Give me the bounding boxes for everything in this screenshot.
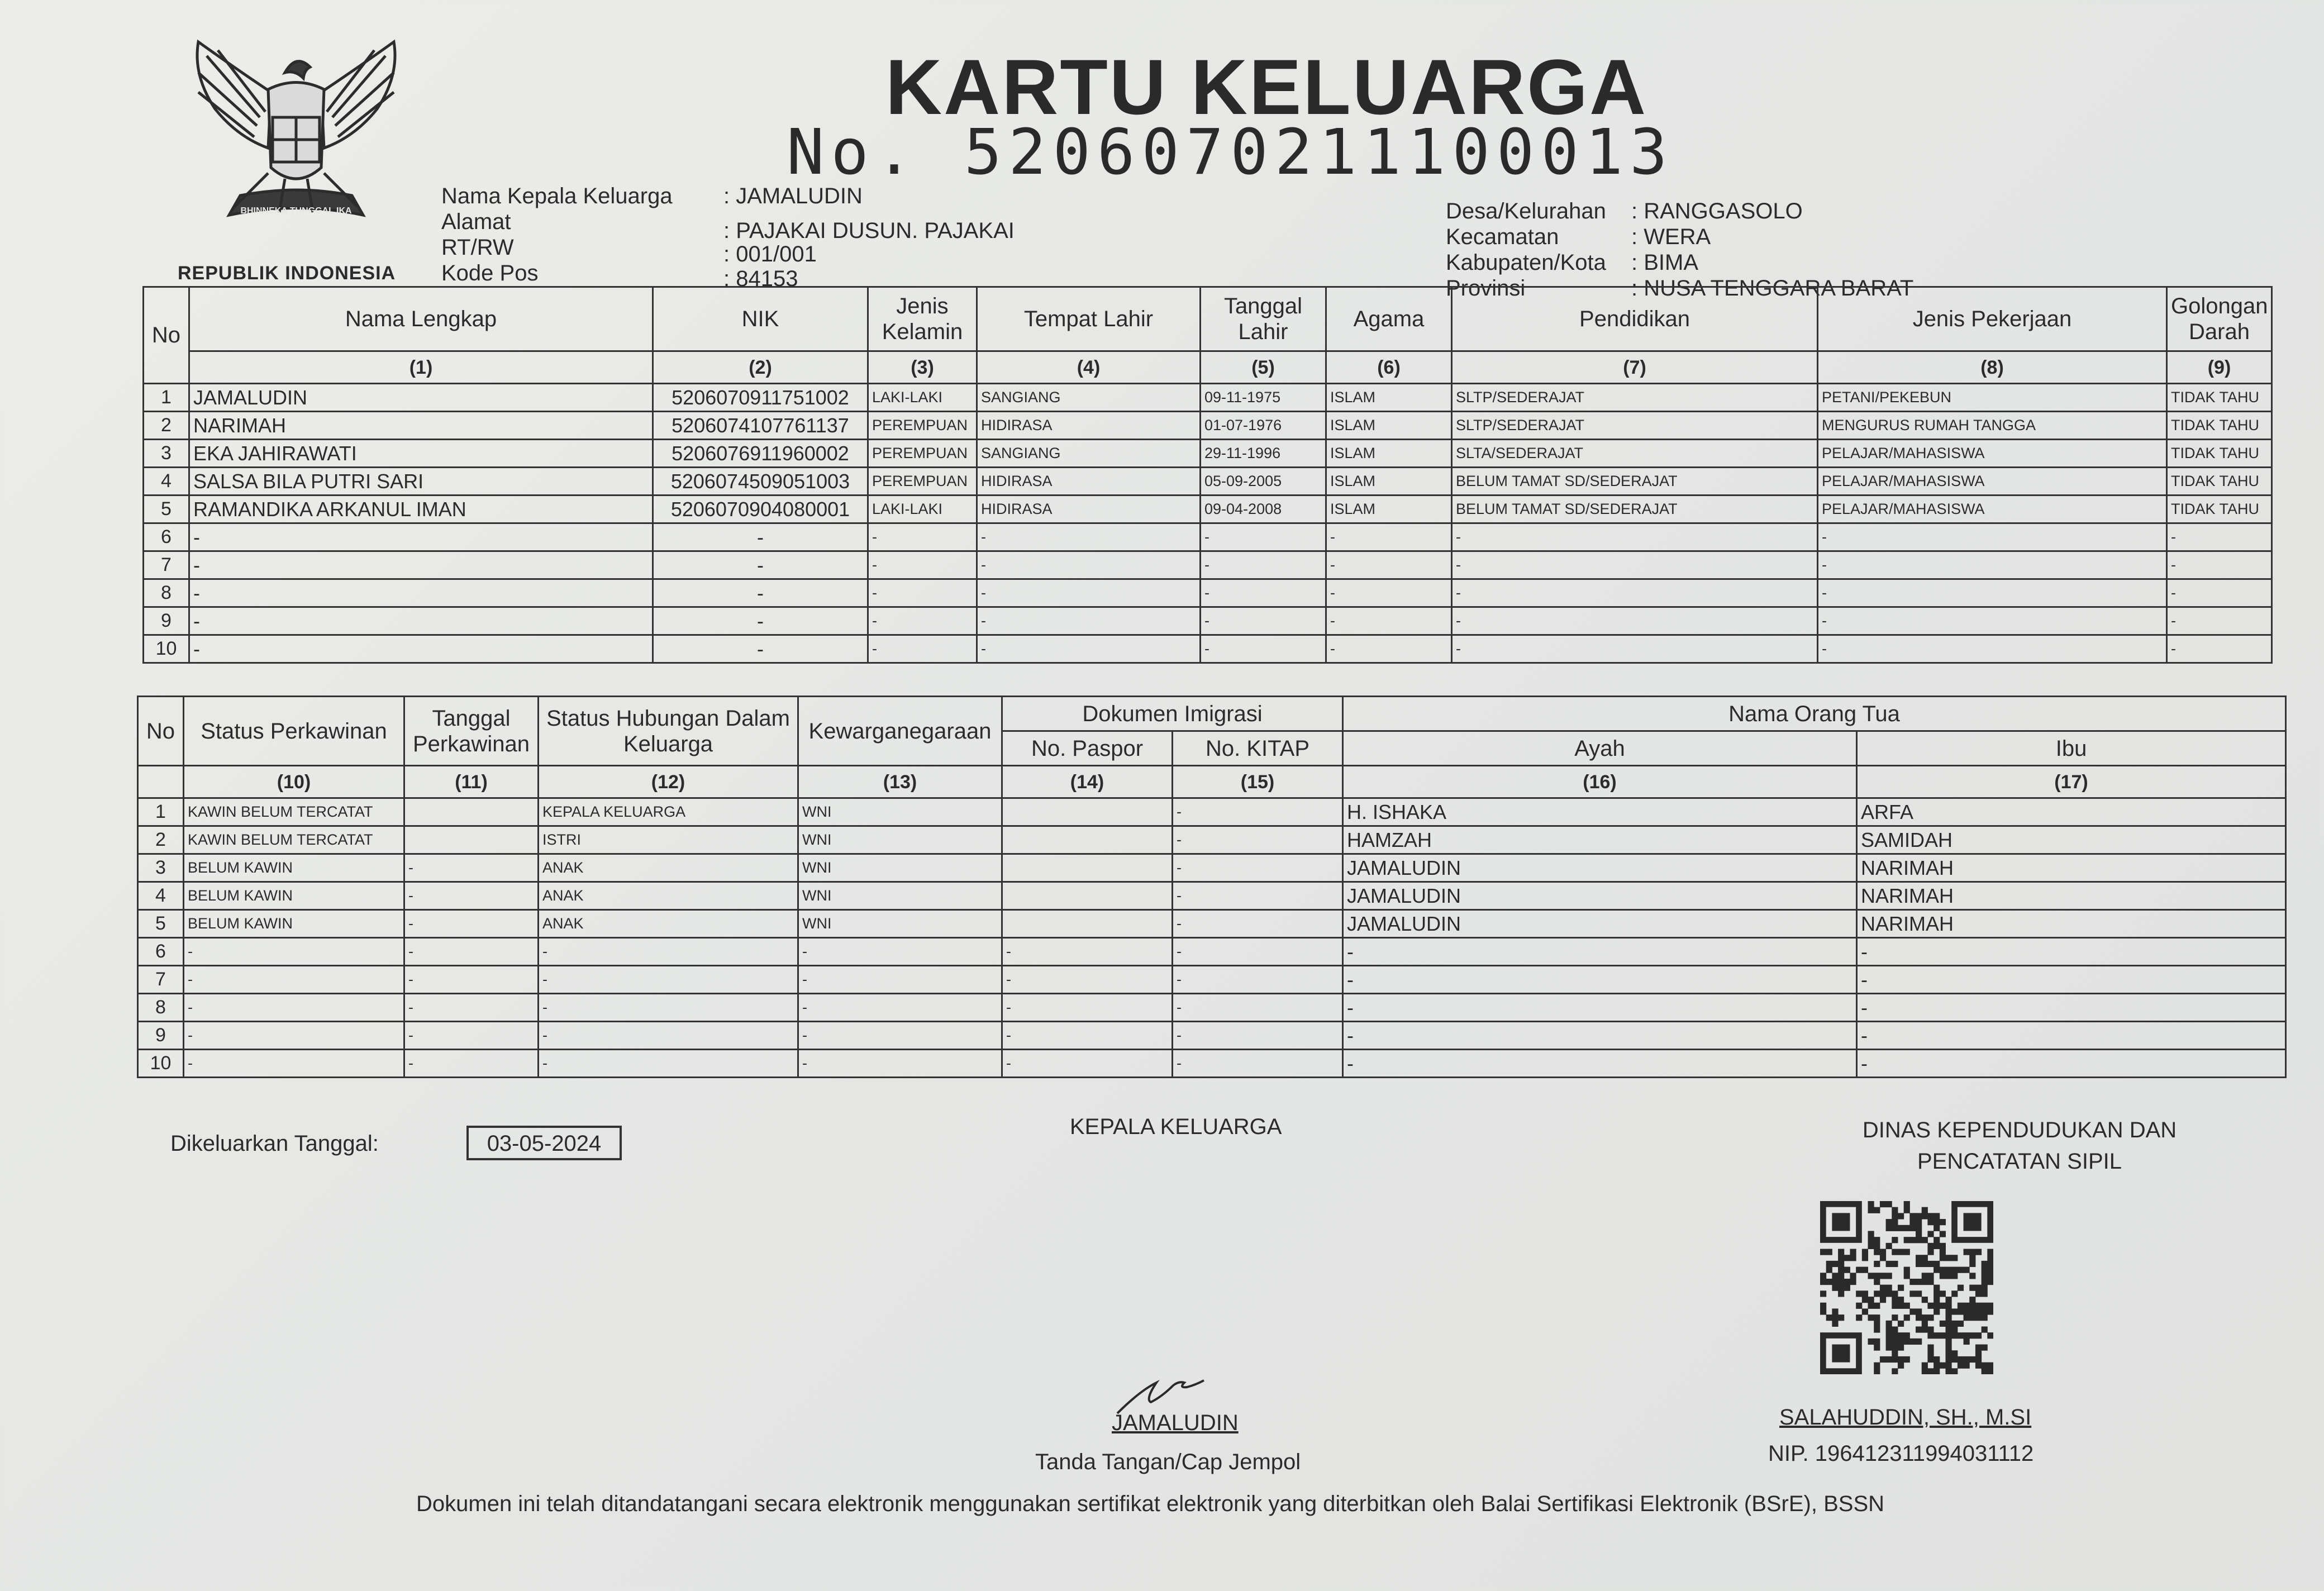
village-value: : RANGGASOLO (1631, 199, 1803, 223)
family-relation: - (539, 938, 798, 966)
passport-no (1002, 826, 1173, 854)
member-religion: - (1326, 551, 1452, 579)
table-row (138, 1022, 2286, 1050)
father-name: JAMALUDIN (1343, 910, 1857, 938)
member-gender: PEREMPUAN (868, 468, 977, 496)
kitap-no: - (1173, 910, 1343, 938)
member-occupation: PELAJAR/MAHASISWA (1818, 440, 2167, 468)
member-blood-type: TIDAK TAHU (2167, 496, 2272, 523)
postal-code-label: Kode Pos (441, 261, 539, 285)
document-number-label: No. (787, 116, 920, 189)
electronic-signature-note: Dokumen ini telah ditandatangani secara elektronik menggunakan sertifikat elektronik yang diterbitkan oleh Balai Sertifikasi Elektronik (BSrE), BSSN (416, 1492, 1885, 1516)
member-birthdate: 09-11-1975 (1201, 384, 1326, 412)
header-citizenship: Kewarganegaraan (798, 697, 1002, 766)
head-of-family-label: Nama Kepala Keluarga (441, 184, 673, 208)
header-occupation: Jenis Pekerjaan (1818, 287, 2167, 351)
marital-status: BELUM KAWIN (184, 854, 404, 882)
kitap-no: - (1173, 1022, 1343, 1050)
mother-name: - (1857, 966, 2286, 994)
citizenship: WNI (798, 826, 1002, 854)
marital-status: - (184, 938, 404, 966)
member-religion: ISLAM (1326, 384, 1452, 412)
member-nik: - (653, 635, 868, 663)
row-no: 2 (138, 826, 184, 854)
member-birthplace: SANGIANG (977, 384, 1201, 412)
marital-status: BELUM KAWIN (184, 882, 404, 910)
table-row (138, 966, 2286, 994)
marital-status: - (184, 966, 404, 994)
member-occupation: PELAJAR/MAHASISWA (1818, 496, 2167, 523)
table-row (138, 938, 2286, 966)
member-nik: 5206070911751002 (653, 384, 868, 412)
member-birthplace: - (977, 635, 1201, 663)
col-number: (5) (1201, 351, 1326, 384)
passport-no: - (1002, 938, 1173, 966)
passport-no: - (1002, 1050, 1173, 1078)
header-marriage-date: Tanggal Perkawinan (404, 697, 539, 766)
member-gender: PEREMPUAN (868, 412, 977, 440)
table-row (144, 384, 2272, 412)
passport-no (1002, 910, 1173, 938)
member-religion: ISLAM (1326, 468, 1452, 496)
marriage-date: - (404, 1050, 539, 1078)
member-blood-type: - (2167, 551, 2272, 579)
garuda-emblem-icon (173, 39, 419, 263)
regency-label: Kabupaten/Kota (1446, 250, 1606, 275)
col-number: (8) (1818, 351, 2167, 384)
head-of-family-title: KEPALA KELUARGA (1070, 1114, 1282, 1139)
passport-no: - (1002, 994, 1173, 1022)
family-relation: ANAK (539, 910, 798, 938)
row-no: 8 (144, 579, 189, 607)
row-no: 10 (138, 1050, 184, 1078)
member-education: - (1452, 635, 1818, 663)
marital-status: - (184, 994, 404, 1022)
col-number: (14) (1002, 766, 1173, 798)
citizenship: WNI (798, 854, 1002, 882)
header-father: Ayah (1343, 731, 1857, 766)
header-marital-status: Status Perkawinan (184, 697, 404, 766)
member-religion: - (1326, 523, 1452, 551)
regency-value: : BIMA (1631, 250, 1699, 275)
member-blood-type: TIDAK TAHU (2167, 384, 2272, 412)
marital-status: BELUM KAWIN (184, 910, 404, 938)
row-no: 4 (138, 882, 184, 910)
household-info (441, 183, 1015, 291)
row-no: 5 (138, 910, 184, 938)
header-family-relation: Status Hubungan Dalam Keluarga (539, 697, 798, 766)
member-birthdate: - (1201, 523, 1326, 551)
mother-name: ARFA (1857, 798, 2286, 826)
mother-name: - (1857, 1022, 2286, 1050)
member-birthplace: SANGIANG (977, 440, 1201, 468)
marriage-date: - (404, 854, 539, 882)
col-number: (15) (1173, 766, 1343, 798)
passport-no: - (1002, 966, 1173, 994)
marital-status: - (184, 1050, 404, 1078)
mother-name: NARIMAH (1857, 882, 2286, 910)
table-row (144, 468, 2272, 496)
father-name: - (1343, 1022, 1857, 1050)
member-gender: LAKI-LAKI (868, 496, 977, 523)
kitap-no: - (1173, 994, 1343, 1022)
member-blood-type: TIDAK TAHU (2167, 412, 2272, 440)
row-no: 2 (144, 412, 189, 440)
member-name: NARIMAH (189, 412, 653, 440)
member-nik: - (653, 523, 868, 551)
row-no: 10 (144, 635, 189, 663)
kitap-no: - (1173, 798, 1343, 826)
member-occupation: - (1818, 523, 2167, 551)
member-education: - (1452, 523, 1818, 551)
marital-status: KAWIN BELUM TERCATAT (184, 798, 404, 826)
member-education: - (1452, 579, 1818, 607)
member-nik: 5206074107761137 (653, 412, 868, 440)
family-status-table (137, 696, 2287, 1078)
member-birthdate: - (1201, 579, 1326, 607)
member-education: SLTA/SEDERAJAT (1452, 440, 1818, 468)
marital-status: - (184, 1022, 404, 1050)
table-row (138, 910, 2286, 938)
document-number (787, 116, 1674, 189)
father-name: - (1343, 938, 1857, 966)
kitap-no: - (1173, 882, 1343, 910)
citizenship: WNI (798, 798, 1002, 826)
header-blood-type: Golongan Darah (2167, 287, 2272, 351)
header-gender: Jenis Kelamin (868, 287, 977, 351)
citizenship: - (798, 1050, 1002, 1078)
member-birthplace: HIDIRASA (977, 496, 1201, 523)
row-no: 4 (144, 468, 189, 496)
district-label: Kecamatan (1446, 225, 1559, 249)
member-birthdate: 01-07-1976 (1201, 412, 1326, 440)
table-row (144, 551, 2272, 579)
member-name: - (189, 607, 653, 635)
district-value: : WERA (1631, 225, 1711, 249)
member-blood-type: - (2167, 635, 2272, 663)
kitap-no: - (1173, 966, 1343, 994)
member-birthplace: - (977, 551, 1201, 579)
father-name: H. ISHAKA (1343, 798, 1857, 826)
mother-name: NARIMAH (1857, 910, 2286, 938)
kitap-no: - (1173, 826, 1343, 854)
member-education: BELUM TAMAT SD/SEDERAJAT (1452, 468, 1818, 496)
province-label: Provinsi (1446, 276, 1526, 301)
kitap-no: - (1173, 938, 1343, 966)
member-religion: ISLAM (1326, 440, 1452, 468)
member-religion: ISLAM (1326, 412, 1452, 440)
member-blood-type: - (2167, 579, 2272, 607)
col-number: (17) (1857, 766, 2286, 798)
table-row (138, 826, 2286, 854)
issuing-agency-line2: PENCATATAN SIPIL (1917, 1149, 2122, 1174)
table-row (144, 607, 2272, 635)
member-name: RAMANDIKA ARKANUL IMAN (189, 496, 653, 523)
header-birthplace: Tempat Lahir (977, 287, 1201, 351)
member-name: - (189, 551, 653, 579)
kitap-no: - (1173, 1050, 1343, 1078)
province-value: : NUSA TENGGARA BARAT (1631, 276, 1914, 301)
father-name: JAMALUDIN (1343, 882, 1857, 910)
qr-code-icon (1820, 1201, 1993, 1374)
member-name: - (189, 523, 653, 551)
table-row (138, 994, 2286, 1022)
citizenship: WNI (798, 910, 1002, 938)
col-number: (16) (1343, 766, 1857, 798)
family-members-rows (144, 384, 2272, 663)
header-no: No (144, 287, 189, 384)
header-no: No (138, 697, 184, 766)
citizenship: - (798, 938, 1002, 966)
table-row (144, 579, 2272, 607)
family-members-table (142, 286, 2273, 664)
mother-name: SAMIDAH (1857, 826, 2286, 854)
member-nik: 5206070904080001 (653, 496, 868, 523)
marital-status: KAWIN BELUM TERCATAT (184, 826, 404, 854)
row-no: 3 (138, 854, 184, 882)
row-no: 8 (138, 994, 184, 1022)
member-occupation: PETANI/PEKEBUN (1818, 384, 2167, 412)
member-religion: - (1326, 579, 1452, 607)
citizenship: - (798, 994, 1002, 1022)
row-no: 1 (144, 384, 189, 412)
marriage-date: - (404, 994, 539, 1022)
family-relation: - (539, 1022, 798, 1050)
row-no: 9 (144, 607, 189, 635)
table-row (144, 496, 2272, 523)
header-immigration-docs: Dokumen Imigrasi (1002, 697, 1343, 731)
mother-name: - (1857, 994, 2286, 1022)
head-of-family-value: : JAMALUDIN (723, 184, 863, 208)
passport-no (1002, 854, 1173, 882)
official-nip: NIP. 196412311994031112 (1768, 1441, 2034, 1466)
member-birthplace: - (977, 523, 1201, 551)
table-row (138, 798, 2286, 826)
member-religion: - (1326, 635, 1452, 663)
col-number: (12) (539, 766, 798, 798)
row-no: 1 (138, 798, 184, 826)
header-birthdate: Tanggal Lahir (1201, 287, 1326, 351)
member-nik: - (653, 579, 868, 607)
mother-name: NARIMAH (1857, 854, 2286, 882)
marriage-date: - (404, 882, 539, 910)
member-blood-type: - (2167, 523, 2272, 551)
row-no: 6 (144, 523, 189, 551)
issued-date-value: 03-05-2024 (466, 1126, 622, 1160)
member-gender: - (868, 523, 977, 551)
col-number: (2) (653, 351, 868, 384)
row-no: 5 (144, 496, 189, 523)
father-name: - (1343, 1050, 1857, 1078)
address-label: Alamat (441, 209, 511, 234)
member-religion: ISLAM (1326, 496, 1452, 523)
member-name: JAMALUDIN (189, 384, 653, 412)
table-row (138, 1050, 2286, 1078)
member-gender: LAKI-LAKI (868, 384, 977, 412)
member-birthdate: 09-04-2008 (1201, 496, 1326, 523)
mother-name: - (1857, 938, 2286, 966)
mother-name: - (1857, 1050, 2286, 1078)
father-name: HAMZAH (1343, 826, 1857, 854)
member-name: - (189, 579, 653, 607)
marriage-date: - (404, 910, 539, 938)
rt-rw-label: RT/RW (441, 235, 514, 260)
passport-no (1002, 882, 1173, 910)
member-blood-type: TIDAK TAHU (2167, 468, 2272, 496)
official-name: SALAHUDDIN, SH., M.SI (1779, 1405, 2032, 1430)
father-name: - (1343, 966, 1857, 994)
member-blood-type: TIDAK TAHU (2167, 440, 2272, 468)
family-relation: ANAK (539, 882, 798, 910)
member-occupation: MENGURUS RUMAH TANGGA (1818, 412, 2167, 440)
header-mother: Ibu (1857, 731, 2286, 766)
family-relation: ISTRI (539, 826, 798, 854)
header-passport-no: No. Paspor (1002, 731, 1173, 766)
family-relation: KEPALA KELUARGA (539, 798, 798, 826)
member-occupation: - (1818, 579, 2167, 607)
header-parents-names: Nama Orang Tua (1343, 697, 2286, 731)
address-value: : PAJAKAI DUSUN. PAJAKAI (723, 218, 1015, 243)
family-relation: ANAK (539, 854, 798, 882)
member-blood-type: - (2167, 607, 2272, 635)
col-number: (10) (184, 766, 404, 798)
village-label: Desa/Kelurahan (1446, 199, 1606, 223)
col-number: (3) (868, 351, 977, 384)
member-education: SLTP/SEDERAJAT (1452, 412, 1818, 440)
member-birthplace: - (977, 579, 1201, 607)
row-no: 6 (138, 938, 184, 966)
emblem-caption: REPUBLIK INDONESIA (178, 263, 396, 284)
header-nik: NIK (653, 287, 868, 351)
col-number: (1) (189, 351, 653, 384)
passport-no: - (1002, 1022, 1173, 1050)
member-occupation: - (1818, 551, 2167, 579)
table-row (138, 854, 2286, 882)
issued-date-label: Dikeluarkan Tanggal: (170, 1131, 379, 1156)
member-occupation: PELAJAR/MAHASISWA (1818, 468, 2167, 496)
member-gender: PEREMPUAN (868, 440, 977, 468)
member-education: SLTP/SEDERAJAT (1452, 384, 1818, 412)
issuing-agency (1701, 1114, 2324, 1177)
father-name: JAMALUDIN (1343, 854, 1857, 882)
member-gender: - (868, 607, 977, 635)
member-birthplace: HIDIRASA (977, 412, 1201, 440)
row-no: 9 (138, 1022, 184, 1050)
father-name: - (1343, 994, 1857, 1022)
issuing-agency-line1: DINAS KEPENDUDUKAN DAN (1862, 1118, 2177, 1142)
member-nik: 5206074509051003 (653, 468, 868, 496)
marriage-date: - (404, 938, 539, 966)
signature-caption: Tanda Tangan/Cap Jempol (1035, 1450, 1301, 1474)
col-number (138, 766, 184, 798)
family-relation: - (539, 1050, 798, 1078)
citizenship: - (798, 1022, 1002, 1050)
member-name: EKA JAHIRAWATI (189, 440, 653, 468)
row-no: 7 (138, 966, 184, 994)
member-birthdate: 05-09-2005 (1201, 468, 1326, 496)
col-number: (6) (1326, 351, 1452, 384)
marriage-date (404, 798, 539, 826)
col-number: (13) (798, 766, 1002, 798)
member-nik: 5206076911960002 (653, 440, 868, 468)
document-title: KARTU KELUARGA (885, 43, 1648, 131)
member-birthdate: - (1201, 607, 1326, 635)
member-gender: - (868, 635, 977, 663)
table-row (144, 440, 2272, 468)
postal-code-value: : 84153 (723, 266, 798, 291)
family-status-rows (138, 798, 2286, 1078)
table-row (144, 412, 2272, 440)
member-birthplace: - (977, 607, 1201, 635)
marriage-date: - (404, 1022, 539, 1050)
rt-rw-value: : 001/001 (723, 242, 817, 266)
header-education: Pendidikan (1452, 287, 1818, 351)
member-name: - (189, 635, 653, 663)
header-full-name: Nama Lengkap (189, 287, 653, 351)
kitap-no: - (1173, 854, 1343, 882)
member-gender: - (868, 551, 977, 579)
header-religion: Agama (1326, 287, 1452, 351)
table-row (144, 635, 2272, 663)
member-name: SALSA BILA PUTRI SARI (189, 468, 653, 496)
row-no: 7 (144, 551, 189, 579)
document-number-value: 5206070211100013 (964, 116, 1674, 189)
member-education: - (1452, 607, 1818, 635)
family-relation: - (539, 994, 798, 1022)
col-number: (11) (404, 766, 539, 798)
member-occupation: - (1818, 607, 2167, 635)
member-gender: - (868, 579, 977, 607)
citizenship: WNI (798, 882, 1002, 910)
member-education: - (1452, 551, 1818, 579)
member-birthdate: 29-11-1996 (1201, 440, 1326, 468)
member-education: BELUM TAMAT SD/SEDERAJAT (1452, 496, 1818, 523)
member-nik: - (653, 551, 868, 579)
head-of-family-name: JAMALUDIN (1112, 1411, 1239, 1435)
marriage-date (404, 826, 539, 854)
citizenship: - (798, 966, 1002, 994)
table-row (144, 523, 2272, 551)
passport-no (1002, 798, 1173, 826)
col-number: (9) (2167, 351, 2272, 384)
member-birthplace: HIDIRASA (977, 468, 1201, 496)
member-nik: - (653, 607, 868, 635)
member-birthdate: - (1201, 551, 1326, 579)
member-religion: - (1326, 607, 1452, 635)
row-no: 3 (144, 440, 189, 468)
col-number: (7) (1452, 351, 1818, 384)
header-kitap-no: No. KITAP (1173, 731, 1343, 766)
member-occupation: - (1818, 635, 2167, 663)
col-number: (4) (977, 351, 1201, 384)
table-row (138, 882, 2286, 910)
member-birthdate: - (1201, 635, 1326, 663)
marriage-date: - (404, 966, 539, 994)
family-relation: - (539, 966, 798, 994)
emblem-motto: BHINNEKA TUNGGAL IKA (240, 206, 352, 216)
